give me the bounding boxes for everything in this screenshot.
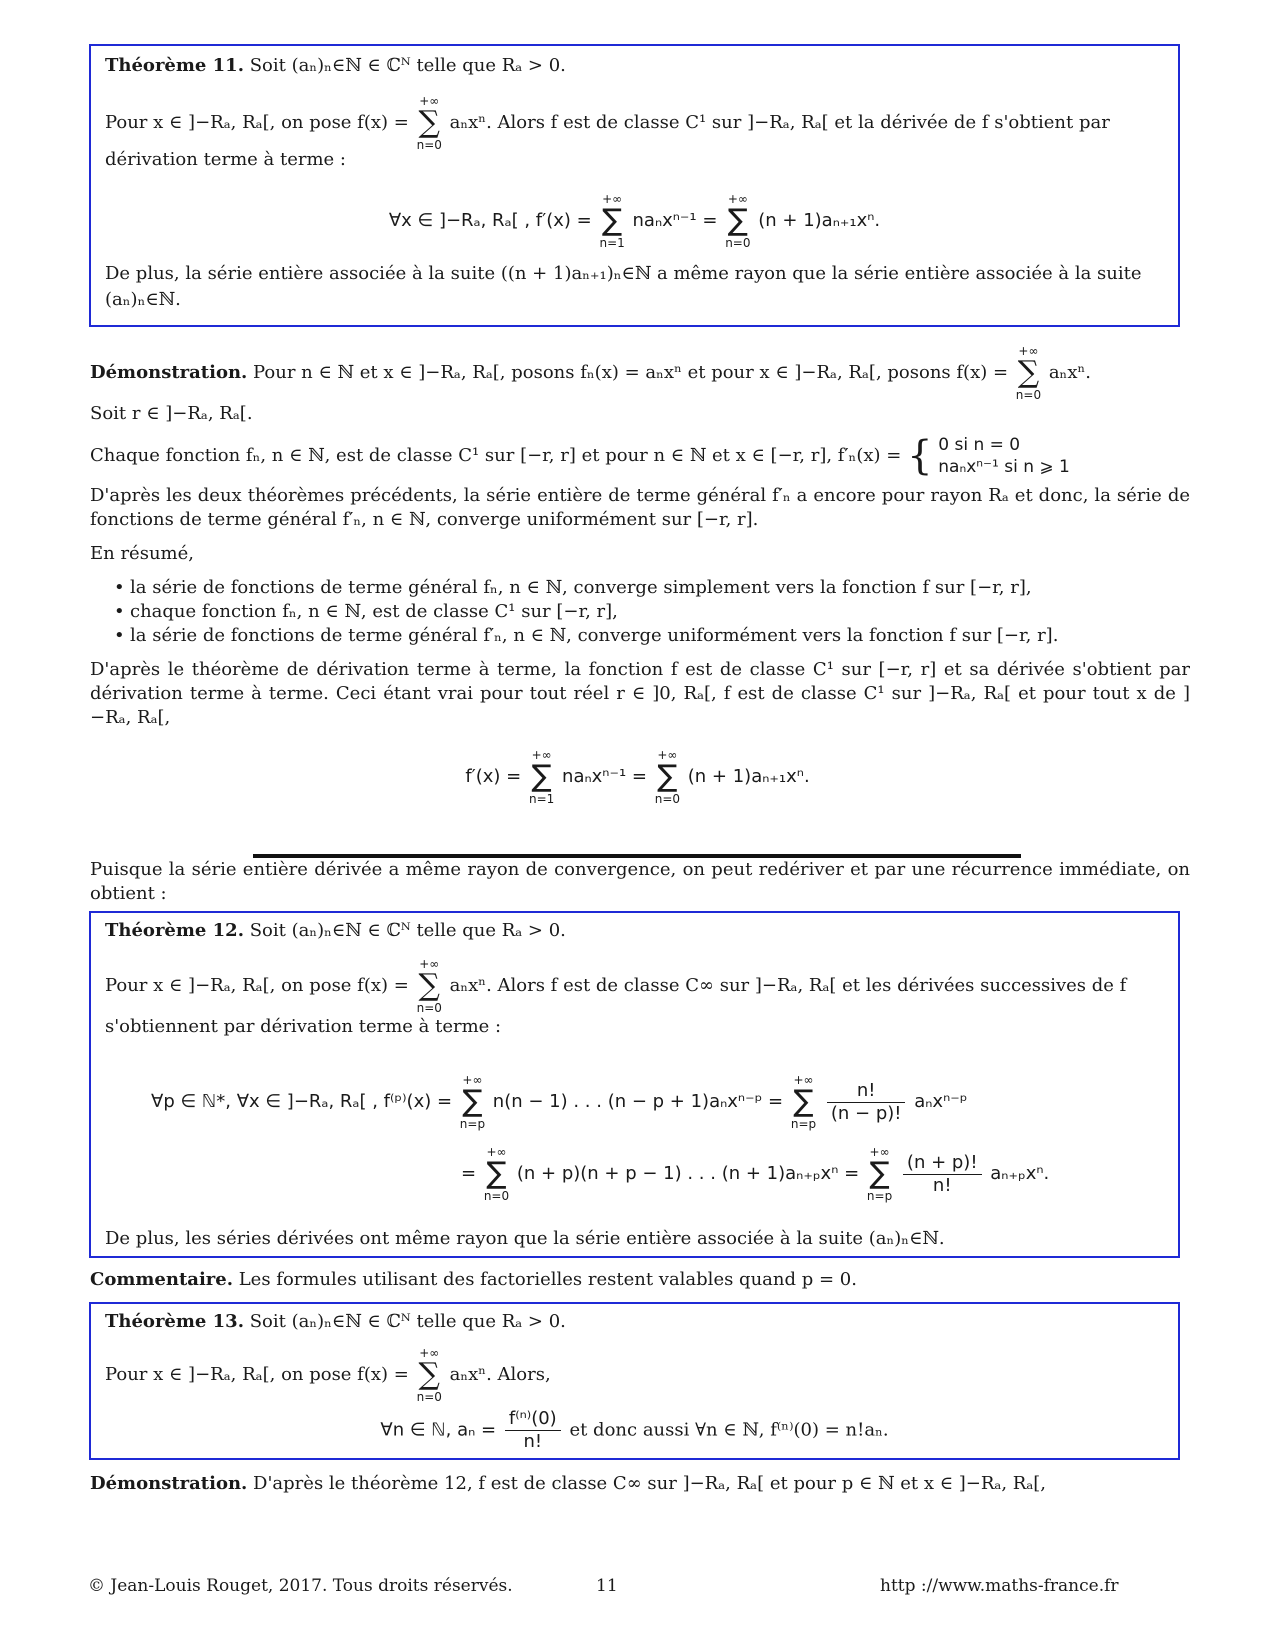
- demonstration-1-line5: En résumé,: [90, 543, 194, 564]
- sum-symbol: +∞ ∑ n=0: [416, 1346, 442, 1404]
- comment-line: Commentaire. Les formules utilisant des factorielles restent valables quand p = 0.: [90, 1269, 857, 1290]
- theorem-13-line2: Pour x ∈ ]−Rₐ, Rₐ[, on pose f(x) = +∞ ∑ n=0 aₙxⁿ. Alors,: [105, 1346, 551, 1404]
- demonstration-1-line3: Chaque fonction fₙ, n ∈ ℕ, est de classe C¹ sur [−r, r] et pour n ∈ ℕ et x ∈ [−r, r], f′ₙ(x) = { 0 si n = 0 naₙxⁿ⁻¹ si n ⩾ 1: [90, 433, 1070, 479]
- sum-symbol: +∞ ∑ n=p: [790, 1073, 817, 1131]
- sum-symbol: +∞ ∑ n=0: [416, 957, 442, 1015]
- theorem-11-line2: Pour x ∈ ]−Rₐ, Rₐ[, on pose f(x) = +∞ ∑ n=0 aₙxⁿ. Alors f est de classe C¹ sur ]−Rₐ, Rₐ[ et la dérivée de f s'obtient par: [105, 94, 1110, 152]
- theorem-11-line4: De plus, la série entière associée à la suite ((n + 1)aₙ₊₁)ₙ∈ℕ a même rayon que la série entière associée à la suite: [105, 263, 1142, 284]
- list-item: • chaque fonction fₙ, n ∈ ℕ, est de classe C¹ sur [−r, r],: [114, 600, 1114, 624]
- sum-symbol: +∞ ∑ n=0: [654, 748, 681, 806]
- theorem-11-line5: (aₙ)ₙ∈ℕ.: [105, 289, 181, 310]
- theorem-12-equation-2: = +∞ ∑ n=0 (n + p)(n + p − 1) . . . (n + 1)aₙ₊ₚxⁿ = +∞ ∑ n=p $\frac{(n + p)!}{n!}$ aₙ₊ₚxⁿ.: [461, 1145, 1050, 1203]
- theorem-11-box: [89, 44, 1180, 327]
- demonstration-2-line: Démonstration. D'après le théorème 12, f est de classe C∞ sur ]−Rₐ, Rₐ[ et pour p ∈ ℕ et x ∈ ]−Rₐ, Rₐ[,: [90, 1473, 1047, 1494]
- demonstration-heading: Démonstration.: [90, 362, 248, 383]
- sum-symbol: +∞ ∑ n=0: [483, 1145, 510, 1203]
- footer-page-number: 11: [596, 1576, 618, 1596]
- sum-symbol: +∞ ∑ n=p: [866, 1145, 893, 1203]
- transition-paragraph: Puisque la série entière dérivée a même rayon de convergence, on peut redériver et par une récurrence immédiate, on obtient :: [90, 859, 1190, 904]
- sum-symbol: +∞ ∑ n=0: [416, 94, 442, 152]
- theorem-11-line3: dérivation terme à terme :: [105, 149, 346, 170]
- theorem-12-line2: Pour x ∈ ]−Rₐ, Rₐ[, on pose f(x) = +∞ ∑ n=0 aₙxⁿ. Alors f est de classe C∞ sur ]−Rₐ, Rₐ[ et les dérivées successives de f: [105, 957, 1127, 1015]
- theorem-12-box: [89, 911, 1180, 1258]
- theorem-13-equation: ∀n ∈ ℕ, aₙ = $\frac{\text{f⁽ⁿ⁾(0)}}{n!}$ et donc aussi ∀n ∈ ℕ, f⁽ⁿ⁾(0) = n!aₙ.: [380, 1408, 889, 1452]
- demonstration-heading: Démonstration.: [90, 1473, 248, 1494]
- theorem-12-equation-1: ∀p ∈ ℕ*, ∀x ∈ ]−Rₐ, Rₐ[ , f⁽ᵖ⁾(x) = +∞ ∑ n=p n(n − 1) . . . (n − p + 1)aₙxⁿ⁻ᵖ = +∞ ∑ n=p $\frac{n!}{(n - p)!}$ aₙxⁿ⁻ᵖ: [151, 1073, 968, 1131]
- theorem-13-line1: Théorème 13. Soit (aₙ)ₙ∈ℕ ∈ ℂᴺ telle que Rₐ > 0.: [105, 1311, 566, 1332]
- demonstration-1-line1: Démonstration. Pour n ∈ ℕ et x ∈ ]−Rₐ, Rₐ[, posons fₙ(x) = aₙxⁿ et pour x ∈ ]−Rₐ, Rₐ[, posons f(x) = +∞ ∑ n=0 aₙxⁿ.: [90, 344, 1091, 402]
- footer-copyright: © Jean-Louis Rouget, 2017. Tous droits réservés.: [88, 1576, 513, 1596]
- theorem-13-heading: Théorème 13.: [105, 1311, 244, 1332]
- demonstration-1-line2: Soit r ∈ ]−Rₐ, Rₐ[.: [90, 403, 253, 424]
- theorem-12-line1: Théorème 12. Soit (aₙ)ₙ∈ℕ ∈ ℂᴺ telle que Rₐ > 0.: [105, 920, 566, 941]
- theorem-11-equation: ∀x ∈ ]−Rₐ, Rₐ[ , f′(x) = +∞ ∑ n=1 naₙxⁿ⁻¹ = +∞ ∑ n=0 (n + 1)aₙ₊₁xⁿ.: [388, 192, 881, 250]
- sum-symbol: +∞ ∑ n=0: [725, 192, 751, 250]
- theorem-12-heading: Théorème 12.: [105, 920, 244, 941]
- sum-symbol: +∞ ∑ n=1: [529, 748, 555, 806]
- theorem-12-line3: s'obtiennent par dérivation terme à terme :: [105, 1016, 502, 1037]
- sum-symbol: +∞ ∑ n=p: [459, 1073, 486, 1131]
- list-item: • la série de fonctions de terme général f′ₙ, n ∈ ℕ, converge uniformément vers la fonction f sur [−r, r].: [114, 624, 1114, 648]
- demonstration-1-line4: D'après les deux théorèmes précédents, la série entière de terme général f′ₙ a encore pour rayon Rₐ et donc, la série de fonctions de terme général f′ₙ, n ∈ ℕ, converge uniformément sur [−r, r].: [90, 485, 1190, 530]
- theorem-11-heading: Théorème 11.: [105, 55, 244, 76]
- sum-symbol: +∞ ∑ n=1: [599, 192, 625, 250]
- comment-heading: Commentaire.: [90, 1269, 233, 1290]
- piecewise-cases: 0 si n = 0 naₙxⁿ⁻¹ si n ⩾ 1: [938, 435, 1070, 477]
- summary-list: [114, 576, 1114, 648]
- theorem-12-line4: De plus, les séries dérivées ont même rayon que la série entière associée à la suite (aₙ)ₙ∈ℕ.: [105, 1228, 945, 1249]
- demonstration-1-line6: D'après le théorème de dérivation terme à terme, la fonction f est de classe C¹ sur [−r, r] et sa dérivée s'obtient par dérivation terme à terme. Ceci étant vrai pour tout réel r ∈ ]0, Rₐ[, f est de classe C¹ sur ]−Rₐ, Rₐ[ et pour tout x de ]−Rₐ, Rₐ[,: [90, 659, 1190, 728]
- left-brace: {: [907, 433, 933, 479]
- fraction: $\frac{\text{f⁽ⁿ⁾(0)}}{n!}$: [505, 1408, 561, 1453]
- sum-symbol: +∞ ∑ n=0: [1015, 344, 1042, 402]
- theorem-11-line1: Théorème 11. Soit (aₙ)ₙ∈ℕ ∈ ℂᴺ telle que Rₐ > 0.: [105, 55, 566, 76]
- fraction: $\frac{n!}{(n - p)!}$: [827, 1080, 906, 1125]
- list-item: • la série de fonctions de terme général fₙ, n ∈ ℕ, converge simplement vers la fonction f sur [−r, r],: [114, 576, 1114, 600]
- demonstration-1-equation: f′(x) = +∞ ∑ n=1 naₙxⁿ⁻¹ = +∞ ∑ n=0 (n + 1)aₙ₊₁xⁿ.: [465, 748, 810, 806]
- footer-url[interactable]: http ://www.maths-france.fr: [880, 1576, 1119, 1596]
- theorem-13-box: [89, 1302, 1180, 1460]
- fraction: $\frac{(n + p)!}{n!}$: [903, 1152, 982, 1197]
